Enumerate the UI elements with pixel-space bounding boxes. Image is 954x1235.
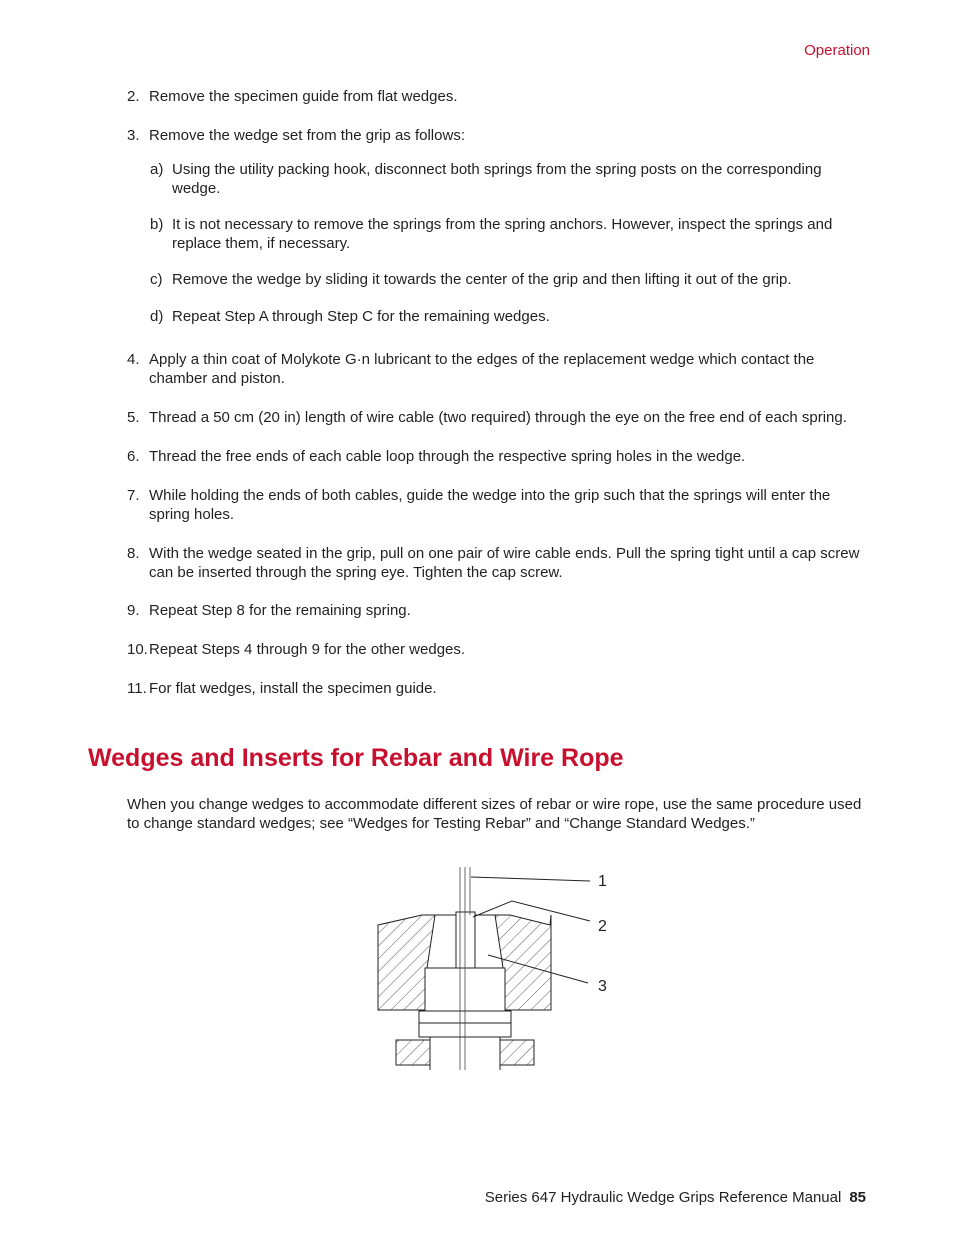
substep-letter: c) [150, 271, 163, 288]
step-number: 3. [127, 127, 140, 144]
left-foot [396, 1040, 430, 1065]
running-header-section: Operation [804, 42, 870, 59]
leader-line-1 [471, 877, 590, 881]
substep-c [150, 270, 872, 289]
step-number: 11. [127, 680, 147, 697]
footer-manual-title: Series 647 Hydraulic Wedge Grips Reference Manual [484, 1189, 842, 1206]
substep-b [150, 215, 872, 253]
page-footer [485, 1189, 866, 1206]
step-2 [127, 87, 872, 106]
step-text: With the wedge seated in the grip, pull on one pair of wire cable ends. Pull the spring tight until a cap screw can be inserted through the spring eye. Tighten the cap screw. [149, 545, 860, 581]
wedge-cross-section-diagram [370, 865, 640, 1075]
step-text: Repeat Steps 4 through 9 for the other wedges. [149, 641, 466, 658]
step-number: 2. [127, 88, 140, 105]
substep-text: Remove the wedge by sliding it towards the center of the grip and then lifting it out of the grip. [172, 271, 792, 288]
step-5 [127, 408, 872, 427]
step-number: 9. [127, 602, 140, 619]
step-number: 5. [127, 409, 140, 426]
substep-letter: d) [150, 308, 164, 325]
step-text: Remove the specimen guide from flat wedges. [149, 88, 458, 105]
step-9 [127, 601, 872, 620]
step-text: While holding the ends of both cables, guide the wedge into the grip such that the springs will enter the spring holes. [149, 487, 831, 523]
substep-a [150, 160, 872, 198]
step-text: Thread a 50 cm (20 in) length of wire cable (two required) through the eye on the free end of each spring. [149, 409, 847, 426]
substep-text: It is not necessary to remove the springs from the spring anchors. However, inspect the springs and replace them, if necessary. [172, 216, 833, 252]
step-10 [127, 640, 872, 659]
section-intro-paragraph: When you change wedges to accommodate different sizes of rebar or wire rope, use the same procedure used to change standard wedges; see “Wedges for Testing Rebar” and “Change Standard Wedges.” [127, 796, 862, 832]
step-6 [127, 447, 872, 466]
step-text: Repeat Step 8 for the remaining spring. [149, 602, 411, 619]
step-text: Remove the wedge set from the grip as follows: [149, 127, 465, 144]
step-text: Thread the free ends of each cable loop through the respective spring holes in the wedge. [149, 448, 746, 465]
step-number: 8. [127, 545, 140, 562]
substep-text: Repeat Step A through Step C for the remaining wedges. [172, 308, 550, 325]
substep-letter: a) [150, 161, 164, 178]
step-number: 4. [127, 351, 140, 368]
callout-3: 3 [598, 978, 607, 995]
right-foot [500, 1040, 534, 1065]
step-11 [127, 679, 872, 698]
step-4 [127, 350, 872, 388]
step-7 [127, 486, 872, 524]
step-number: 10. [127, 641, 148, 658]
substep-letter: b) [150, 216, 164, 233]
step-text: Apply a thin coat of Molykote G·n lubricant to the edges of the replacement wedge which contact the chamber and piston. [149, 351, 815, 387]
step-number: 7. [127, 487, 140, 504]
step-3 [127, 126, 872, 145]
footer-page-number: 85 [849, 1189, 866, 1206]
callout-2: 2 [598, 918, 607, 935]
step-number: 6. [127, 448, 140, 465]
callout-1: 1 [598, 873, 607, 890]
substep-text: Using the utility packing hook, disconnect both springs from the spring posts on the corresponding wedge. [172, 161, 822, 197]
step-8 [127, 544, 872, 582]
section-heading: Wedges and Inserts for Rebar and Wire Rope [88, 744, 624, 772]
step-text: For flat wedges, install the specimen guide. [149, 680, 437, 697]
insert [456, 912, 475, 968]
substep-d [150, 307, 872, 326]
